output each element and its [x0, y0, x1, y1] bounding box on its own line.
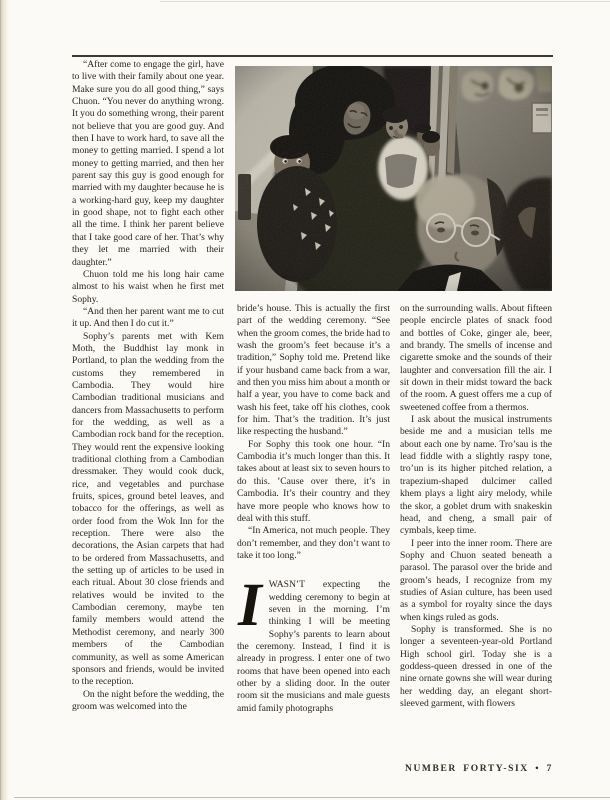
wedding-guests-photo-art — [235, 66, 552, 291]
paragraph: On the night before the wedding, the groom was welcomed into the — [72, 688, 224, 712]
paragraph: For Sophy this took one hour. “In Cambodia it’s much longer than this. It takes about at least six to seven hours to do this. ’Cause over there, it’s in Cambodia. It’s their country and they have more people who knows how to deal with this stuff. — [237, 438, 390, 524]
paragraph: “In America, not much people. They don’t remember, and they don’t want to take it too long.” — [237, 525, 390, 561]
text-column-1 — [72, 59, 224, 713]
wedding-guests-photo — [235, 66, 552, 291]
paragraph: “And then her parent want me to cut it up. And then I do cut it.” — [72, 305, 224, 330]
folio-text: NUMBER FORTY-SIX • 7 — [405, 764, 553, 774]
paragraph: I ask about the musical instruments beside me and a musician tells me about each one by name. Tro’sau is the lead fiddle with a slightly raspy tone, tro’un is its higher pitched relation, a trapezium-shaped dulcimer called khem plays a light airy melody, while the skor, a goblet drum with snakeskin head, and cheng, a small pair of cymbals, keep time. — [400, 414, 552, 537]
scan-edge-left — [0, 0, 9, 800]
paragraph: IWASN’T expecting the wedding ceremony to begin at seven in the morning. I’m thinking I will be meeting Sophy’s parents to learn about the ceremony. Instead, I find it is already in progress. I enter one of two rooms that have been opened into each other by a sliding door. In the outer room sit the musicians and male guests amid family photographs — [237, 572, 390, 714]
text-column-3 — [400, 303, 552, 710]
text-column-2 — [237, 303, 390, 715]
page-footer — [253, 764, 553, 774]
top-rule-divider — [72, 55, 553, 57]
paragraph: bride’s house. This is actually the first part of the wedding ceremony. “See when the groom comes, the bride had to wash the groom’s feet because it’s a tradition,” Sophy told me. Pretend like if your husband came back from a war, and then you miss him about a month or half a year, you have to come back and wash his feet, take off his clothes, cook for him. That’s the tradition. It’s just like respecting the husband.” — [237, 303, 390, 438]
scan-edge-top — [160, 1, 610, 2]
paragraph: Chuon told me his long hair came almost to his waist when he first met Sophy. — [72, 268, 224, 305]
scan-edge-bottom — [14, 797, 610, 798]
paragraph: “After come to engage the girl, have to live with their family about one year. Make sure you do all good thing,” says Chuon. “You never do anything wrong. It you do something wrong, their parent not believe that you are good guy. And then I have to work hard, to save all the money to getting married. I spend a lot money to getting married, and then her parent say this guy is good enough for married with my daughter because he is a working-hard guy, keep my daughter in good shape, not to fight each other all the time. I think her parent believe that I take good care of her. That’s why they let me married with their daughter.” — [72, 59, 224, 268]
drop-cap: I — [238, 572, 262, 640]
paragraph: I peer into the inner room. There are Sophy and Chuon seated beneath a parasol. The parasol over the bride and groom’s heads, I recognize from my studies of Asian culture, has been used as a symbol for royalty since the days when kings ruled as gods. — [400, 537, 552, 623]
paragraph: Sophy’s parents met with Kem Moth, the Buddhist lay monk in Portland, to plan the wedding from the customs they remembered in Cambodia. They would hire Cambodian traditional musicians and dancers from Massachusetts to perform for the wedding, as well as a Cambodian rock band for the reception. They would rent the expensive looking traditional clothing from a Cambodian dressmaker. They would cook duck, rice, and vegetables and purchase fruits, spices, ground betel leaves, and tobacco for the offerings, as well as order food from the Wok Inn for the reception. There were also the decorations, the Asian carpets that had to be ordered from Massachusetts, and the setting up of articles to be used in each ritual. About 30 close friends and relatives would be invited to the Cambodian ceremony, maybe ten family members would attend the Methodist ceremony, and nearly 300 members of the Cambodian community, as well as some American sponsors and friends, would be invited to the reception. — [72, 330, 224, 688]
paragraph: on the surrounding walls. About fifteen people encircle plates of snack food and bottles of Coke, ginger ale, beer, and brandy. The smells of incense and cigarette smoke and the sounds of their laughter and conversation fill the air. I sit down in their midst toward the back of the room. A guest offers me a cup of sweetened coffee from a thermos. — [400, 303, 552, 413]
paragraph: Sophy is transformed. She is no longer a seventeen-year-old Portland High school girl. Today she is a goddess-queen dressed in one of the nine ornate gowns she will wear during her wedding day, an elegant short-sleeved garment, with flowers — [400, 623, 552, 709]
